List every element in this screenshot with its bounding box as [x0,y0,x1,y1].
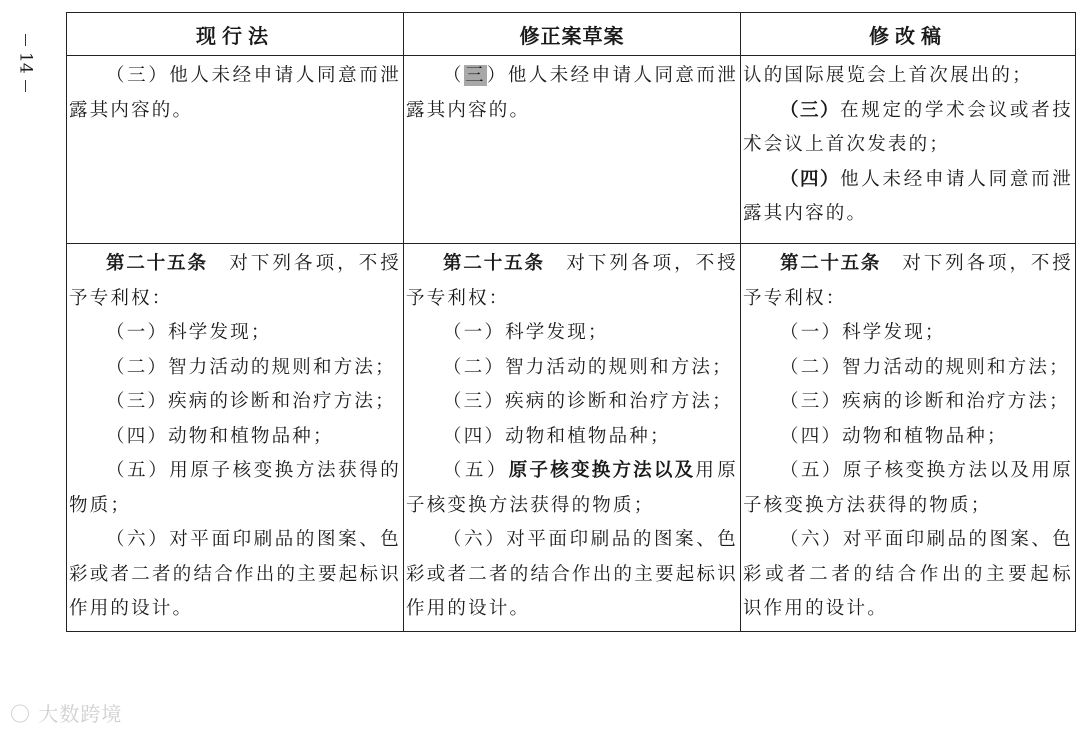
cell-revised-draft [741,244,1076,632]
clause-text: （二）智力活动的规则和方法； [106,356,396,378]
clause-paragraph [69,385,401,420]
clause-paragraph [743,351,1073,386]
cell-draft-amendment [404,244,741,632]
table-row [67,244,1076,632]
clause-text: 对下列各项，不授予专利权： [406,253,738,309]
clause-paragraph [406,59,738,128]
clause-paragraph [69,454,401,523]
clause-paragraph [743,523,1073,627]
header-draft-amendment: 修正案草案 [404,13,741,56]
clause-paragraph [69,59,401,128]
clause-text: （一）科学发现； [106,322,272,343]
comparison-table [66,12,1076,632]
clause-text: 对下列各项，不授予专利权： [69,253,401,309]
header-current-law: 现行法 [67,13,404,56]
watermark-logo: 〇 大数跨境 [10,702,123,726]
clause-text: 在规定的学术会议或者技术会议上首次发表的； [743,99,1073,155]
clause-text: 认的国际展览会上首次展出的； [743,65,1033,86]
header-row [67,13,1076,56]
header-revised-draft: 修改稿 [741,13,1076,56]
bold-text: 原子核变换方法以及 [508,460,696,481]
clause-text: 用原子核变换方法获得的物质； [406,460,738,516]
clause-paragraph [743,385,1073,420]
clause-text: （五） [443,460,509,481]
cell-current-law [67,244,404,632]
clause-text: （二）智力活动的规则和方法； [780,356,1070,378]
highlighted-text: 三 [464,65,486,86]
clause-paragraph [69,351,401,386]
clause-text: （四）动物和植物品种； [106,425,334,447]
clause-paragraph [743,316,1073,351]
clause-paragraph [406,351,738,386]
clause-paragraph [406,420,738,455]
clause-paragraph [69,247,401,316]
clause-text: （一）科学发现； [780,322,946,343]
page-number-dash-top [25,34,26,46]
bold-text: 第二十五条 [443,253,545,274]
clause-text: （三）疾病的诊断和治疗方法； [106,391,396,412]
clause-text: （五）原子核变换方法以及用原子核变换方法获得的物质； [743,460,1073,516]
clause-paragraph [743,59,1073,94]
clause-text: （三）疾病的诊断和治疗方法； [443,391,733,412]
clause-text: （六）对平面印刷品的图案、色彩或者二者的结合作出的主要起标识作用的设计。 [406,529,738,619]
clause-text: （六）对平面印刷品的图案、色彩或者二者的结合作出的主要起标识作用的设计。 [743,529,1073,619]
clause-paragraph [69,316,401,351]
clause-text: （二）智力活动的规则和方法； [443,356,733,378]
bold-text: 第二十五条 [780,253,882,274]
clause-paragraph [743,420,1073,455]
bold-text: （三） [780,99,841,121]
clause-text: （五）用原子核变换方法获得的物质； [69,460,401,516]
clause-text: （四）动物和植物品种； [780,425,1008,447]
clause-text: （一）科学发现； [443,322,609,343]
clause-text: （四）动物和植物品种； [443,425,671,447]
bold-text: （四） [780,168,841,190]
clause-paragraph [69,420,401,455]
table-row [67,56,1076,244]
clause-text: （ [443,65,464,86]
page-number [14,30,36,96]
page-number-value: 14 [15,52,36,74]
bold-text: 第二十五条 [106,253,208,274]
clause-paragraph [69,523,401,627]
cell-current-law [67,56,404,244]
clause-paragraph [406,316,738,351]
clause-paragraph [743,247,1073,316]
page-number-dash-bottom [25,80,26,92]
cell-draft-amendment [404,56,741,244]
clause-text: （三）他人未经申请人同意而泄露其内容的。 [69,65,401,121]
clause-paragraph [406,247,738,316]
clause-paragraph [743,94,1073,163]
cell-revised-draft [741,56,1076,244]
clause-paragraph [406,385,738,420]
clause-text: ）他人未经申请人同意而泄露其内容的。 [406,65,739,121]
clause-paragraph [406,523,738,627]
clause-text: 对下列各项，不授予专利权： [743,253,1073,309]
clause-text: （六）对平面印刷品的图案、色彩或者二者的结合作出的主要起标识作用的设计。 [69,529,401,619]
clause-paragraph [743,454,1073,523]
clause-paragraph [743,163,1073,232]
clause-text: 他人未经申请人同意而泄露其内容的。 [743,168,1073,224]
clause-text: （三）疾病的诊断和治疗方法； [780,391,1070,412]
clause-paragraph [406,454,738,523]
